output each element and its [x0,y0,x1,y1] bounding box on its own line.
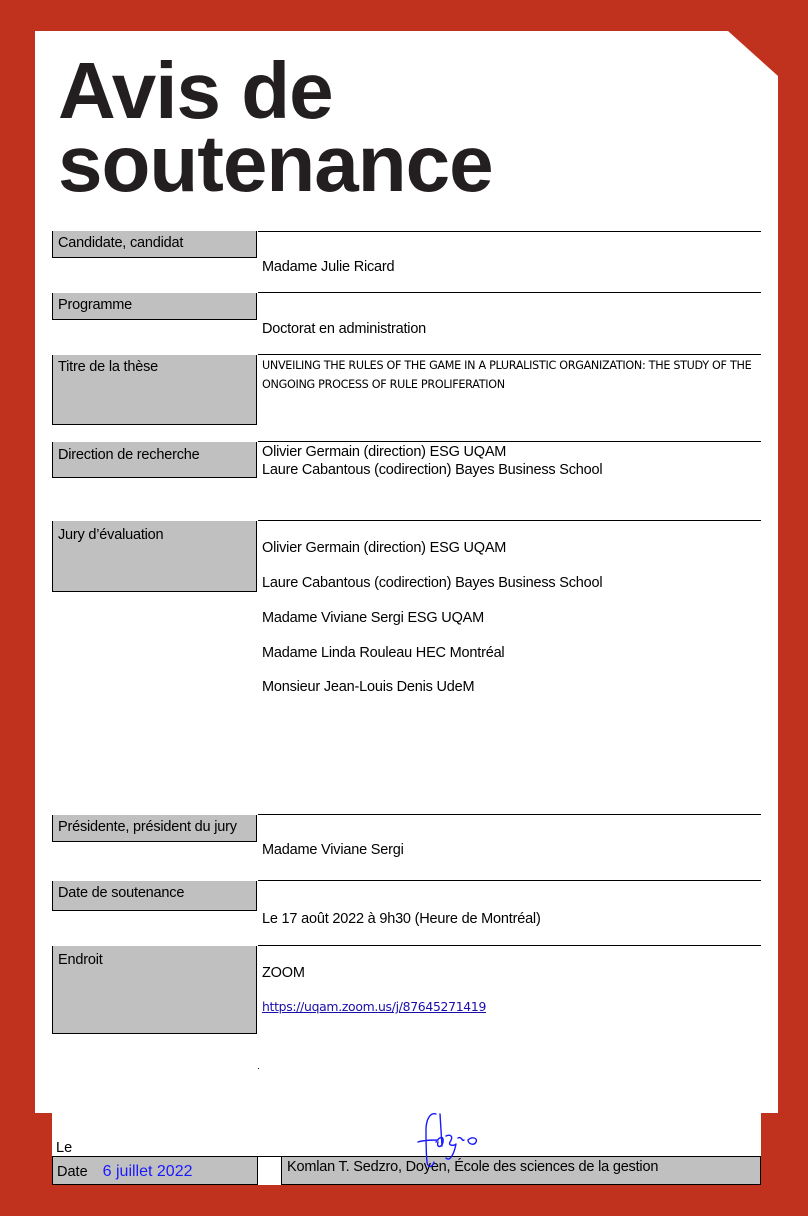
section-rule [258,441,761,442]
label-direction: Direction de recherche [52,442,257,478]
signatory-name: Komlan T. Sedzro, Doyen, École des sciences de la gestion [287,1159,659,1175]
section-rule [258,520,761,521]
thesis-title-value: UNVEILING THE RULES OF THE GAME IN A PLURALISTIC ORGANIZATION: THE STUDY OF THE ONGOING PROCESS OF RULE PROLIFERATION [262,359,752,391]
section-rule [258,945,761,946]
president-value: Madame Viviane Sergi [262,842,404,858]
label-candidate: Candidate, candidat [52,231,257,258]
candidate-value: Madame Julie Ricard [262,259,395,275]
label-program: Programme [52,293,257,320]
jury-member: Madame Viviane Sergi ESG UQAM [262,610,484,626]
jury-member: Monsieur Jean-Louis Denis UdeM [262,679,475,695]
section-rule [258,814,761,815]
jury-member: Madame Linda Rouleau HEC Montréal [262,645,505,661]
handwritten-signature-icon [410,1106,490,1176]
section-rule [258,880,761,881]
section-rule [258,292,761,293]
label-president: Présidente, président du jury [52,815,257,842]
signatory-box [281,1156,761,1185]
section-rule [258,354,761,355]
jury-member: Laure Cabantous (codirection) Bayes Business School [262,575,603,591]
signature-date-box [52,1156,258,1185]
zoom-link[interactable]: https://uqam.zoom.us/j/87645271419 [262,999,487,1014]
label-defense-date: Date de soutenance [52,881,257,911]
section-rule [258,231,761,232]
stray-dot [258,1068,259,1069]
title-line-1: Avis de [58,46,333,135]
label-thesis: Titre de la thèse [52,355,257,425]
defense-date-value: Le 17 août 2022 à 9h30 (Heure de Montréal) [262,911,541,927]
label-location: Endroit [52,946,257,1034]
le-label: Le [56,1140,73,1156]
codirector-value: Laure Cabantous (codirection) Bayes Business School [262,462,603,478]
signature-date-value: 6 juillet 2022 [102,1163,193,1180]
date-label: Date [57,1164,88,1180]
jury-member: Olivier Germain (direction) ESG UQAM [262,540,507,556]
title-line-2: soutenance [58,119,493,208]
director-value: Olivier Germain (direction) ESG UQAM [262,444,507,460]
label-jury: Jury d’évaluation [52,521,257,592]
page-title [58,46,493,208]
signature-gap [258,1156,281,1185]
program-value: Doctorat en administration [262,321,427,337]
location-value: ZOOM [262,965,305,981]
